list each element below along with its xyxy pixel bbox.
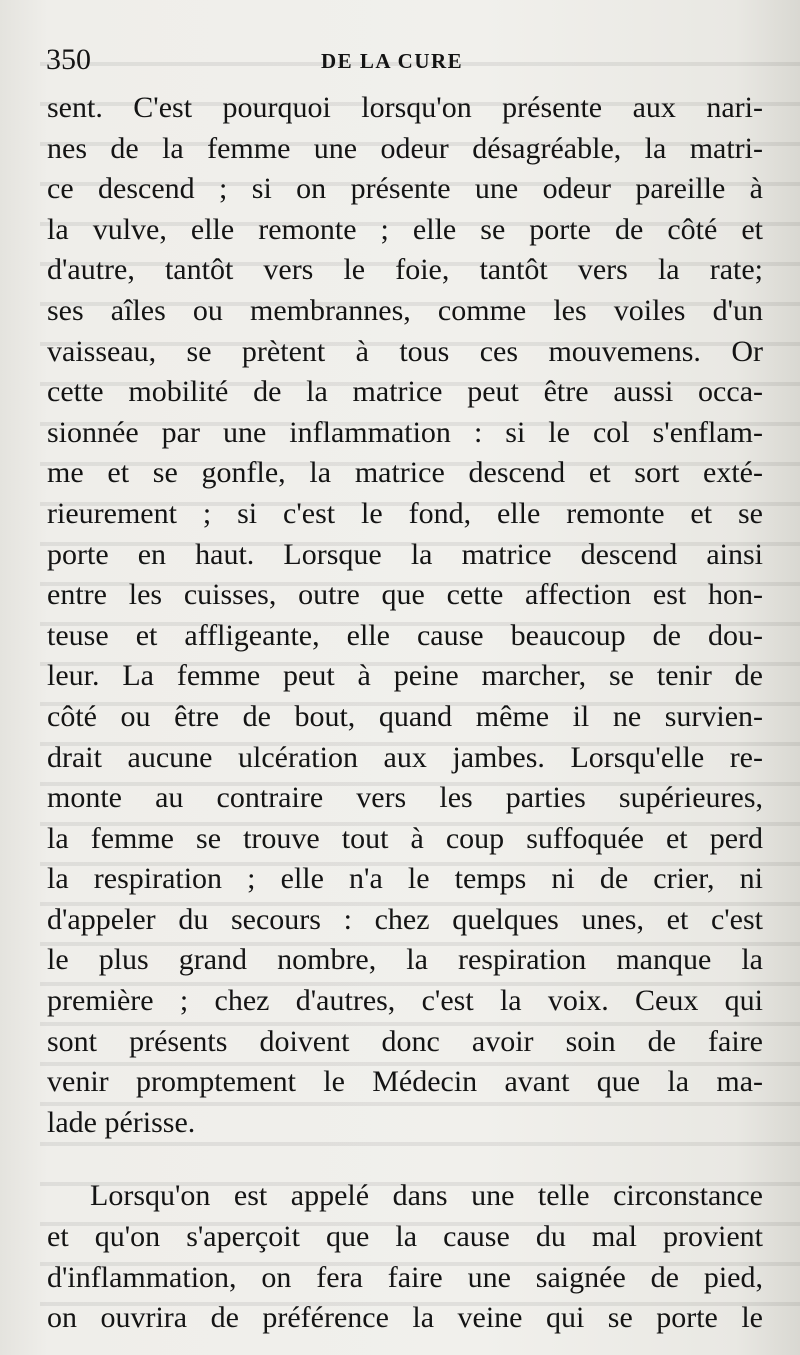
text-line: leur. La femme peut à peine marcher, se tenir de (47, 659, 763, 693)
text-line: me et se gonfle, la matrice descend et sort exté- (47, 456, 763, 490)
text-line: d'autre, tantôt vers le foie, tantôt vers la rate; (47, 253, 763, 287)
text-line: nes de la femme une odeur désagréable, la matri- (47, 131, 763, 165)
page-number: 350 (46, 43, 91, 76)
text-line: venir promptement le Médecin avant que la ma- (47, 1065, 763, 1099)
text-line: la vulve, elle remonte ; elle se porte de côté et (47, 212, 763, 246)
text-line: Lorsqu'on est appelé dans une telle circonstance (90, 1179, 763, 1213)
text-line: cette mobilité de la matrice peut être aussi occa- (47, 375, 763, 409)
text-line: première ; chez d'autres, c'est la voix. Ceux qui (47, 984, 763, 1018)
text-line: porte en haut. Lorsque la matrice descend ainsi (47, 537, 763, 571)
text-line: teuse et affligeante, elle cause beaucoup de dou- (47, 618, 763, 652)
text-line: le plus grand nombre, la respiration manque la (47, 943, 763, 977)
text-line: sionnée par une inflammation : si le col s'enflam- (47, 415, 763, 449)
text-line: lade périsse. (47, 1105, 196, 1139)
text-line: sont présents doivent donc avoir soin de faire (47, 1024, 763, 1058)
text-line: d'inflammation, on fera faire une saignée de pied, (47, 1260, 763, 1294)
text-line: côté ou être de bout, quand même il ne survien- (47, 699, 763, 733)
text-line: ce descend ; si on présente une odeur pareille à (47, 172, 763, 206)
text-line: drait aucune ulcération aux jambes. Lorsqu'elle re- (47, 740, 763, 774)
paragraph (47, 1176, 763, 1338)
running-title: DE LA CURE (321, 49, 464, 73)
text-line: la respiration ; elle n'a le temps ni de crier, ni (47, 862, 763, 896)
text-line: d'appeler du secours : chez quelques unes, et c'est (47, 902, 763, 936)
text-line: ses aîles ou membrannes, comme les voiles d'un (47, 293, 763, 327)
text-line: la femme se trouve tout à coup suffoquée et perd (47, 821, 763, 855)
text-line: sent. C'est pourquoi lorsqu'on présente aux nari- (47, 91, 763, 124)
text-line: monte au contraire vers les parties supérieures, (47, 781, 763, 815)
text-line: on ouvrira de préférence la veine qui se porte le (47, 1301, 763, 1335)
body-text (47, 88, 763, 1339)
paragraph (47, 88, 763, 1143)
text-line: vaisseau, se prètent à tous ces mouvemens. Or (47, 334, 763, 368)
paragraph-spacer (47, 1143, 763, 1176)
text-line: rieurement ; si c'est le fond, elle remonte et se (47, 496, 763, 530)
text-line: et qu'on s'aperçoit que la cause du mal provient (47, 1220, 763, 1254)
text-line: entre les cuisses, outre que cette affection est hon- (47, 578, 763, 612)
page-header (46, 40, 766, 84)
